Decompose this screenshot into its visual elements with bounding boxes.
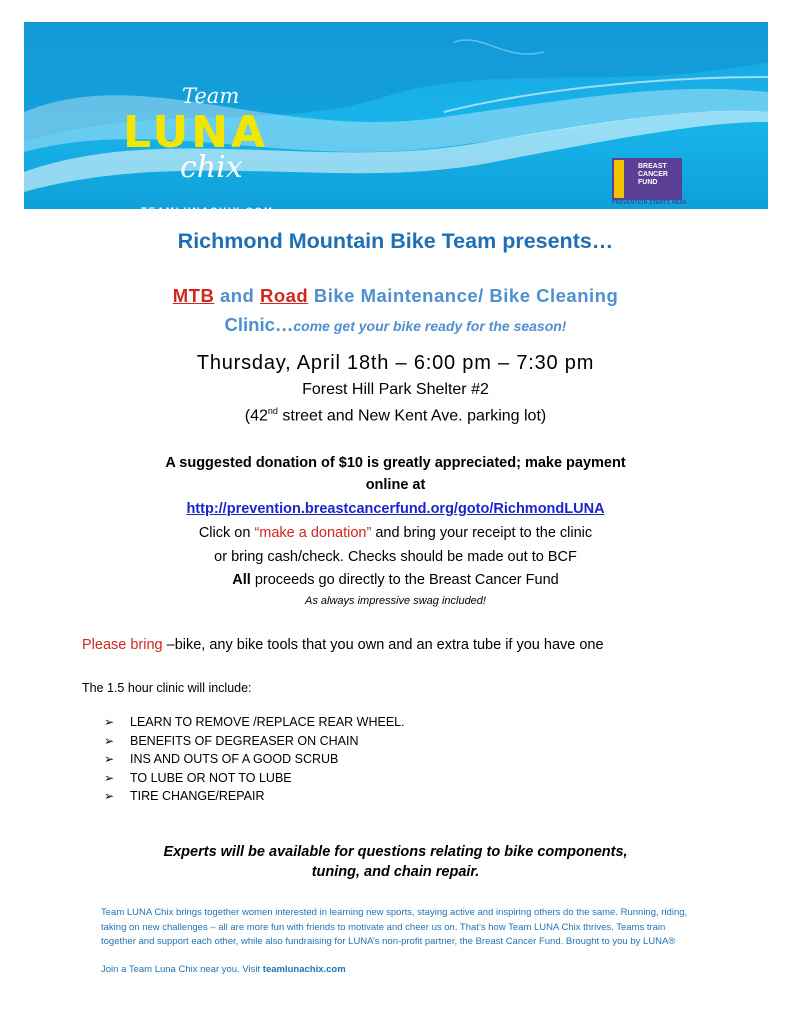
mtb-label: MTB bbox=[172, 285, 215, 306]
list-item bbox=[104, 713, 405, 732]
arrow-bullet-icon: ➢ bbox=[104, 715, 115, 729]
and-text: and bbox=[214, 285, 260, 306]
clinic-title-line1 bbox=[0, 285, 791, 307]
donation-instructions bbox=[0, 525, 791, 541]
experts-line1: Experts will be available for questions relating to bike components, bbox=[163, 844, 628, 860]
address-pre: (42 bbox=[244, 407, 268, 425]
clinic-includes-intro: The 1.5 hour clinic will include: bbox=[82, 681, 252, 695]
road-label: Road bbox=[259, 285, 309, 306]
arrow-bullet-icon: ➢ bbox=[104, 789, 115, 803]
event-location: Forest Hill Park Shelter #2 bbox=[302, 381, 489, 398]
footer-join bbox=[101, 964, 346, 975]
logo-luna-text: LUNA bbox=[123, 107, 269, 158]
please-bring-text: –bike, any bike tools that you own and an extra tube if you have one bbox=[162, 637, 604, 653]
arrow-bullet-icon: ➢ bbox=[104, 770, 115, 785]
address-sup: nd bbox=[267, 406, 278, 416]
click-post: and bring your receipt to the clinic bbox=[371, 525, 593, 541]
bcf-logo-icon bbox=[614, 160, 624, 198]
clinic-title-rest: Bike Maintenance/ Bike Cleaning bbox=[308, 285, 619, 306]
please-bring bbox=[82, 636, 722, 655]
proceeds-rest: proceeds go directly to the Breast Cancer Fund bbox=[250, 572, 559, 588]
bcf-logo-line: FUND bbox=[638, 179, 658, 186]
list-item-text: TIRE CHANGE/REPAIR bbox=[130, 789, 265, 803]
list-item-text: INS AND OUTS OF A GOOD SCRUB bbox=[130, 752, 339, 766]
list-item-text: BENEFITS OF DEGREASER ON CHAIN bbox=[130, 733, 359, 748]
list-item bbox=[104, 787, 405, 806]
list-item-text: LEARN TO REMOVE /REPLACE REAR WHEEL. bbox=[130, 715, 405, 729]
join-text: Join a Team Luna Chix near you. Visit bbox=[101, 964, 263, 975]
footer-paragraph: Team LUNA Chix brings together women interested in learning new sports, staying active and inspiring others do the same. Running, riding, taking on new challenges – all are more fun with friends to motivate and cheer us on. That’s how Team LUNA Chix thrives. Teams train together and support each other, while also fundraising for LUNA’s non-profit partner, the Breast Cancer Fund. Brought to you by LUNA® bbox=[101, 907, 688, 947]
banner-website: TEAMLUNACHIX.COM bbox=[141, 206, 274, 217]
event-address bbox=[0, 406, 791, 425]
logo-chix-text: chix bbox=[180, 150, 243, 185]
proceeds-note bbox=[0, 572, 791, 588]
cash-check-note: or bring cash/check. Checks should be made out to BCF bbox=[214, 549, 577, 565]
arrow-bullet-icon: ➢ bbox=[104, 752, 115, 766]
address-post: street and New Kent Ave. parking lot) bbox=[277, 407, 547, 425]
header-banner bbox=[24, 22, 768, 217]
clinic-items-list bbox=[104, 713, 405, 806]
logo-team-text: Team bbox=[182, 84, 240, 108]
experts-line2: tuning, and chain repair. bbox=[311, 864, 480, 880]
join-website-link[interactable]: teamlunachix.com bbox=[262, 964, 346, 975]
donation-link[interactable]: http://prevention.breastcancerfund.org/goto/RichmondLUNA bbox=[186, 501, 605, 517]
donation-line1: A suggested donation of $10 is greatly appreciated; make payment bbox=[165, 455, 626, 471]
page-headline: Richmond Mountain Bike Team presents… bbox=[177, 229, 614, 253]
list-item-text: TO LUBE OR NOT TO LUBE bbox=[130, 770, 292, 785]
swag-note: As always impressive swag included! bbox=[305, 595, 486, 607]
breast-cancer-fund-logo bbox=[612, 158, 682, 200]
arrow-bullet-icon: ➢ bbox=[104, 733, 115, 748]
clinic-word: Clinic… bbox=[224, 314, 294, 335]
clinic-title-line2 bbox=[0, 314, 791, 336]
donation-line2: online at bbox=[365, 477, 426, 493]
bcf-logo-line: BREAST bbox=[638, 163, 667, 170]
bcf-logo-line: CANCER bbox=[638, 171, 668, 178]
all-bold: All bbox=[232, 572, 251, 588]
list-item bbox=[104, 732, 405, 751]
clinic-tagline: come get your bike ready for the season! bbox=[293, 318, 567, 334]
please-bring-label: Please bring bbox=[82, 637, 163, 653]
list-item bbox=[104, 769, 405, 788]
list-item bbox=[104, 750, 405, 769]
click-pre: Click on bbox=[198, 525, 255, 541]
make-donation-text: “make a donation” bbox=[254, 525, 372, 541]
event-datetime: Thursday, April 18th – 6:00 pm – 7:30 pm bbox=[196, 352, 595, 374]
bcf-tagline: PREVENTION STARTS HERE bbox=[612, 200, 688, 206]
